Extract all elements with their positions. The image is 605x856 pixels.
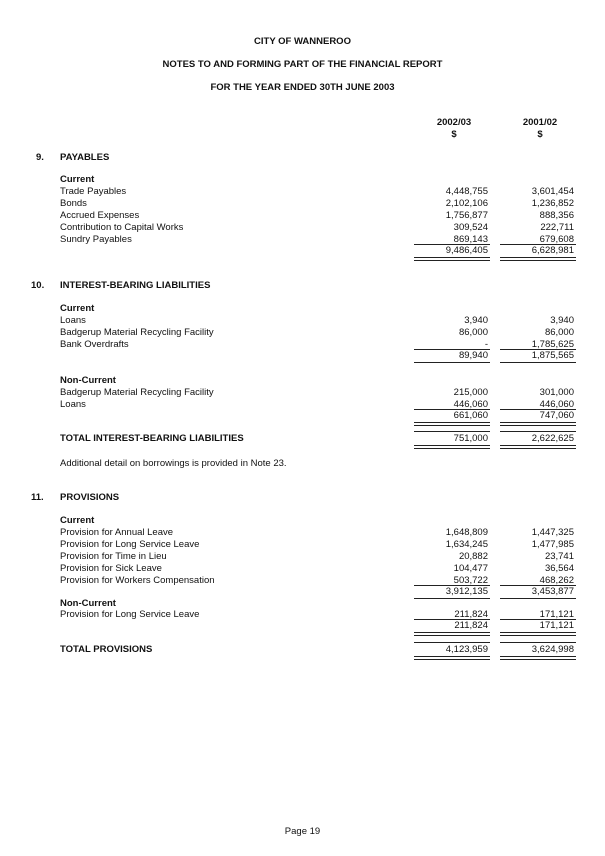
row-value-2002-03: 86,000	[458, 327, 488, 338]
total-label-provisions: TOTAL PROVISIONS	[60, 644, 153, 655]
row-label: Provision for Long Service Leave	[60, 539, 200, 550]
row-value-2001-02: 36,564	[544, 563, 574, 574]
subheading-current: Current	[60, 515, 95, 526]
row-value-2001-02: 3,940	[550, 315, 574, 326]
subheading-non-current: Non-Current	[60, 598, 116, 609]
section-number-interest: 10.	[31, 280, 45, 291]
double-underline	[414, 445, 490, 449]
row-value-2002-03: 4,448,755	[445, 186, 488, 197]
row-value-2001-02: 679,608	[539, 234, 574, 245]
subtotal-underline	[414, 362, 490, 363]
row-label: Bank Overdrafts	[60, 339, 129, 350]
column-header-2002-03: 2002/03	[436, 117, 472, 128]
row-value-2002-03: 20,882	[458, 551, 488, 562]
row-label: Provision for Annual Leave	[60, 527, 174, 538]
row-value-2002-03: 3,940	[464, 315, 488, 326]
row-value-2001-02: 1,785,625	[531, 339, 574, 350]
row-value-2002-03: -	[484, 339, 488, 350]
double-underline	[414, 632, 490, 636]
subtotal-value-2001-02: 1,875,565	[531, 350, 574, 361]
subtotal-value-2002-03: 661,060	[453, 410, 488, 421]
row-value-2001-02: 222,711	[540, 222, 574, 233]
double-underline	[500, 656, 576, 660]
double-underline	[500, 257, 576, 261]
row-value-2002-03: 1,634,245	[445, 539, 488, 550]
section-number-payables: 9.	[36, 152, 44, 163]
subheading-current: Current	[60, 303, 95, 314]
row-label: Badgerup Material Recycling Facility	[60, 387, 214, 398]
total-rule	[414, 431, 490, 432]
subtotal-underline	[500, 362, 576, 363]
row-value-2001-02: 3,601,454	[531, 186, 574, 197]
row-label: Trade Payables	[60, 186, 127, 197]
row-value-2001-02: 888,356	[539, 210, 574, 221]
total-value-2001-02: 2,622,625	[531, 433, 574, 444]
row-value-2001-02: 468,262	[539, 575, 574, 586]
row-value-2002-03: 446,060	[453, 399, 488, 410]
subheading-non-current: Non-Current	[60, 375, 116, 386]
total-rule	[500, 642, 576, 643]
subtotal-value-2002-03: 211,824	[454, 620, 488, 631]
subtotal-value-2002-03: 3,912,135	[445, 586, 488, 597]
entity-name: CITY OF WANNEROO	[254, 36, 351, 47]
section-number-provisions: 11.	[31, 492, 44, 503]
total-label-interest: TOTAL INTEREST-BEARING LIABILITIES	[60, 433, 244, 444]
subtotal-underline	[500, 598, 576, 599]
column-unit-2002-03: $	[451, 129, 457, 140]
report-title: NOTES TO AND FORMING PART OF THE FINANCIAL REPORT	[162, 59, 443, 70]
row-label: Provision for Workers Compensation	[60, 575, 215, 586]
row-label: Provision for Long Service Leave	[60, 609, 200, 620]
report-period: FOR THE YEAR ENDED 30TH JUNE 2003	[210, 82, 395, 93]
row-label: Sundry Payables	[60, 234, 132, 245]
row-label: Accrued Expenses	[60, 210, 140, 221]
total-value-2001-02: 3,624,998	[531, 644, 574, 655]
row-value-2002-03: 104,477	[453, 563, 488, 574]
row-label: Provision for Sick Leave	[60, 563, 162, 574]
row-value-2002-03: 2,102,106	[445, 198, 488, 209]
double-underline	[500, 445, 576, 449]
row-value-2002-03: 1,756,877	[445, 210, 488, 221]
double-underline	[414, 257, 490, 261]
row-label: Bonds	[60, 198, 87, 209]
row-value-2001-02: 1,236,852	[531, 198, 574, 209]
row-value-2001-02: 1,477,985	[531, 539, 574, 550]
row-label: Loans	[60, 399, 86, 410]
page-number: Page 19	[284, 826, 321, 837]
total-value-2002-03: 9,486,405	[445, 245, 488, 256]
row-label: Provision for Time in Lieu	[60, 551, 167, 562]
row-label: Badgerup Material Recycling Facility	[60, 327, 214, 338]
subtotal-value-2001-02: 747,060	[539, 410, 574, 421]
section-title-provisions: PROVISIONS	[60, 492, 120, 503]
row-value-2001-02: 23,741	[544, 551, 574, 562]
total-value-2002-03: 4,123,959	[445, 644, 488, 655]
subtotal-value-2002-03: 89,940	[458, 350, 488, 361]
borrowings-note: Additional detail on borrowings is provided in Note 23.	[60, 458, 287, 469]
row-value-2001-02: 1,447,325	[531, 527, 574, 538]
row-label: Contribution to Capital Works	[60, 222, 184, 233]
subtotal-underline	[414, 598, 490, 599]
total-value-2002-03: 751,000	[453, 433, 488, 444]
row-label: Loans	[60, 315, 86, 326]
section-title-interest: INTEREST-BEARING LIABILITIES	[60, 280, 211, 291]
row-value-2002-03: 211,824	[454, 609, 488, 620]
subheading-current: Current	[60, 174, 95, 185]
column-unit-2001-02: $	[537, 129, 543, 140]
row-value-2002-03: 309,524	[453, 222, 488, 233]
row-value-2002-03: 1,648,809	[445, 527, 488, 538]
total-rule	[500, 431, 576, 432]
subtotal-value-2001-02: 171,121	[539, 620, 574, 631]
row-value-2002-03: 503,722	[453, 575, 488, 586]
row-value-2002-03: 215,000	[453, 387, 488, 398]
column-header-2001-02: 2001/02	[522, 117, 558, 128]
double-underline	[500, 422, 576, 426]
double-underline	[414, 656, 490, 660]
total-value-2001-02: 6,628,981	[531, 245, 574, 256]
row-value-2001-02: 171,121	[539, 609, 574, 620]
row-value-2001-02: 301,000	[539, 387, 574, 398]
double-underline	[500, 632, 576, 636]
double-underline	[414, 422, 490, 426]
row-value-2002-03: 869,143	[453, 234, 488, 245]
total-rule	[414, 642, 490, 643]
subtotal-value-2001-02: 3,453,877	[531, 586, 574, 597]
row-value-2001-02: 86,000	[544, 327, 574, 338]
row-value-2001-02: 446,060	[539, 399, 574, 410]
section-title-payables: PAYABLES	[60, 152, 110, 163]
